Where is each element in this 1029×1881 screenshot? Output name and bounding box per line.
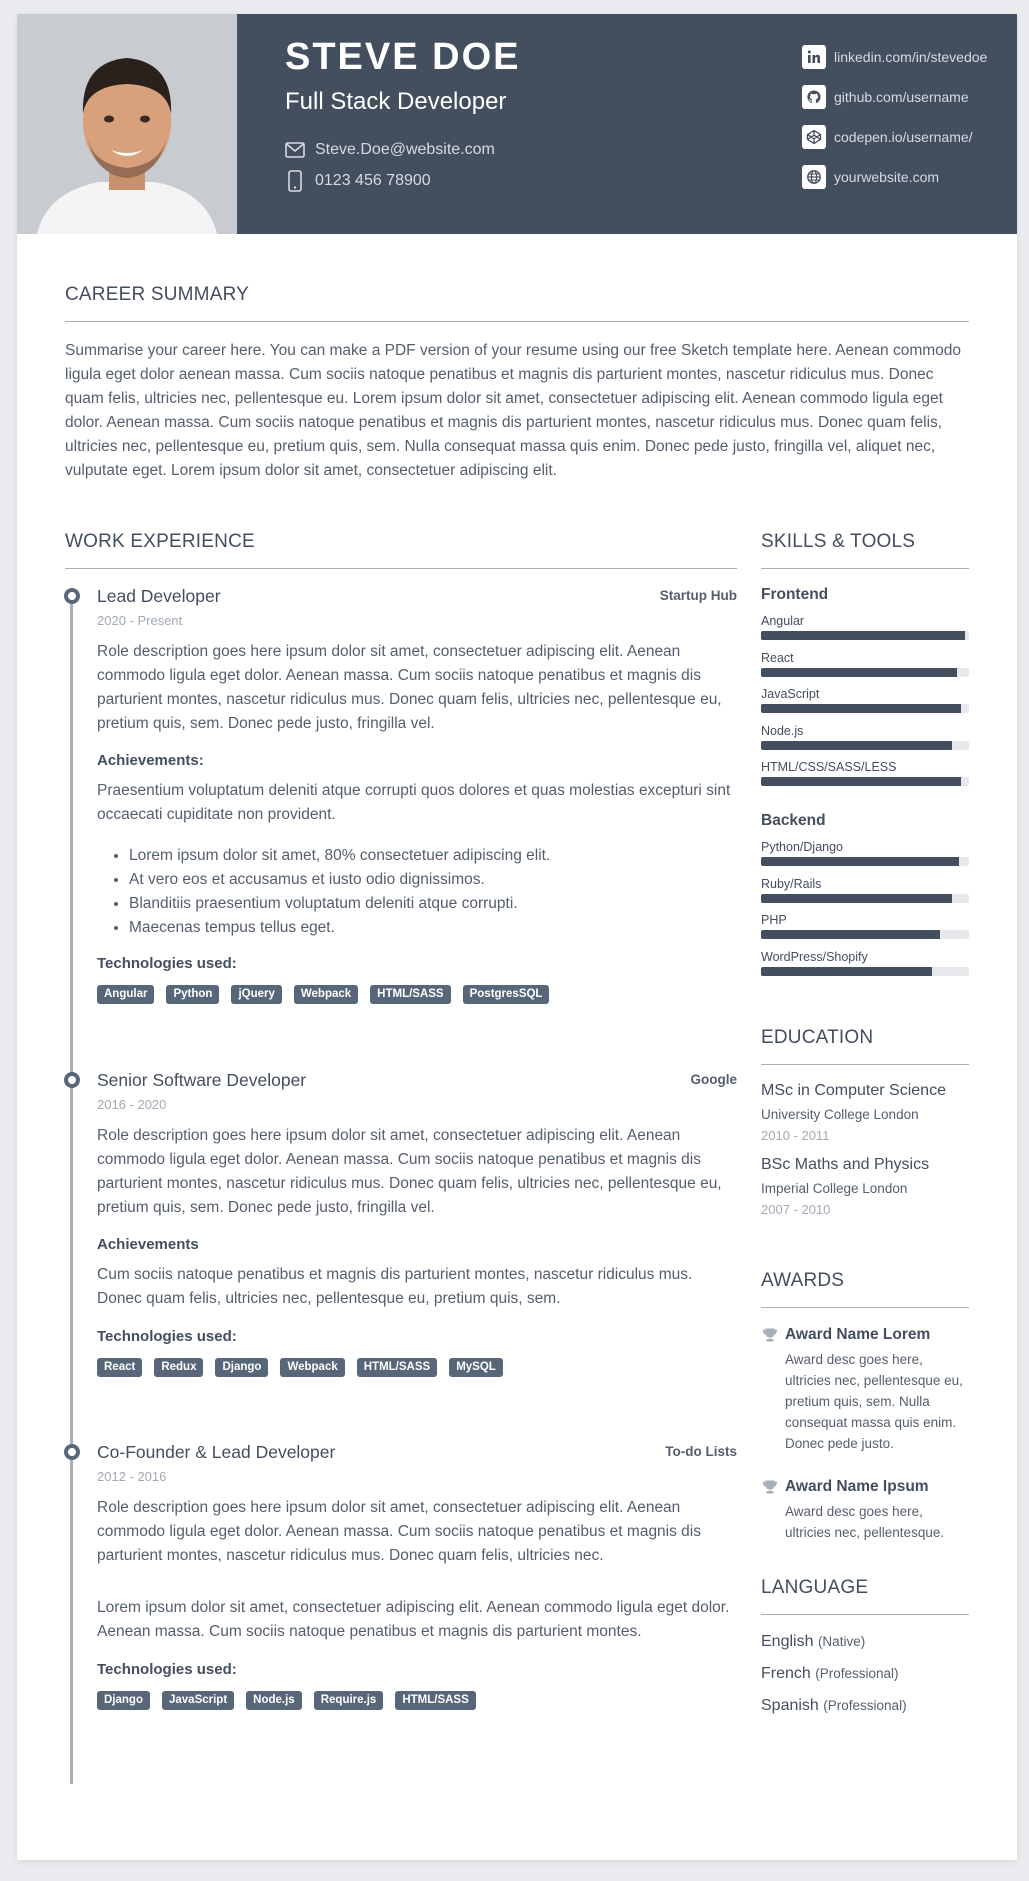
profile-photo bbox=[17, 14, 237, 234]
tech-tag: PostgresSQL bbox=[463, 985, 550, 1004]
section-divider bbox=[65, 568, 737, 569]
tech-tag: MySQL bbox=[449, 1358, 503, 1377]
school-name: Imperial College London bbox=[761, 1181, 908, 1196]
career-summary-text: Summarise your career here. You can make a PDF version of your resume using our free Sketch template here. Aenean commodo ligula eget dolor aenean massa. Cum sociis natoque penatibus et magnis dis parturient montes, nascetur ridiculus mus. Donec quam felis, ultricies nec, pellentesque eu. Lorem ipsum dolor sit amet, consectetuer adipiscing elit. Aenean commodo ligula eget dolor. Aenean massa. Cum sociis natoque penatibus et magnis dis parturient montes, nascetur ridiculus mus. Donec quam felis, ultricies nec, pellentesque eu, pretium quis, sem. Nulla consequat massa quis enim. Donec pede justo, fringilla vel, aliquet nec, vulputate eget. Lorem ipsum dolor sit amet, consectetuer adipiscing elit. bbox=[65, 342, 962, 479]
career-summary-heading: CAREER SUMMARY bbox=[65, 284, 250, 305]
job-title: Senior Software Developer bbox=[97, 1070, 307, 1090]
candidate-title: Full Stack Developer bbox=[285, 88, 507, 115]
website-text: yourwebsite.com bbox=[834, 169, 940, 185]
section-divider bbox=[761, 1064, 969, 1065]
envelope-icon bbox=[285, 142, 305, 158]
skills-heading: SKILLS & TOOLS bbox=[761, 531, 916, 552]
skill-name: Node.js bbox=[761, 723, 804, 738]
codepen-icon bbox=[802, 125, 826, 149]
language-level: (Professional) bbox=[823, 1698, 907, 1713]
achievements-label: Achievements: bbox=[97, 752, 204, 769]
job-description: Role description goes here ipsum dolor sit amet, consectetuer adipiscing elit. Aenean commodo ligula eget dolor. Aenean massa. Cum sociis natoque penatibus et magnis dis parturient montes, nascetur ridiculus mus. Donec quam felis, ultricies nec, pellentesque eu, pretium quis, sem. Donec pede justo, fringilla vel. bbox=[97, 1127, 722, 1216]
backend-label: Backend bbox=[761, 812, 826, 829]
technology-tags bbox=[97, 985, 549, 1004]
skill-bar-fill bbox=[761, 894, 952, 903]
achievements-text: Cum sociis natoque penatibus et magnis dis parturient montes, nascetur ridiculus mus. Donec quam felis, ultricies nec, pellentesque eu, pretium quis, sem. bbox=[97, 1266, 693, 1307]
award-name: Award Name Ipsum bbox=[785, 1478, 929, 1495]
email-contact[interactable] bbox=[285, 139, 495, 161]
github-text: github.com/username bbox=[834, 89, 969, 105]
tech-tag: jQuery bbox=[231, 985, 281, 1004]
skill-bar-fill bbox=[761, 741, 952, 750]
list-item: • At vero eos et accusamus et iusto odio dignissimos. bbox=[129, 868, 737, 892]
company-name: To-do Lists bbox=[665, 1444, 737, 1459]
timeline-line bbox=[70, 596, 73, 1784]
tech-tag: Django bbox=[215, 1358, 268, 1377]
language-heading: LANGUAGE bbox=[761, 1577, 869, 1598]
technology-tags bbox=[97, 1358, 503, 1377]
language-level: (Professional) bbox=[815, 1666, 899, 1681]
award-description: Award desc goes here, ultricies nec, pellentesque. bbox=[785, 1504, 945, 1540]
skill-name: JavaScript bbox=[761, 687, 820, 701]
frontend-label: Frontend bbox=[761, 586, 829, 603]
skill-bar-fill bbox=[761, 967, 932, 976]
phone-contact[interactable] bbox=[285, 170, 431, 192]
award-description: Award desc goes here, ultricies nec, pellentesque eu, pretium quis, sem. Nulla consequat massa quis enim. Donec pede justo. bbox=[785, 1352, 963, 1451]
degree-title: BSc Maths and Physics bbox=[761, 1156, 930, 1173]
globe-icon bbox=[802, 165, 826, 189]
tech-tag: Angular bbox=[97, 985, 154, 1004]
language-item bbox=[761, 1697, 907, 1715]
skill-bar bbox=[761, 967, 969, 976]
linkedin-link[interactable] bbox=[802, 45, 987, 69]
job-dates: 2012 - 2016 bbox=[97, 1469, 167, 1484]
tech-tag: HTML/SASS bbox=[357, 1358, 437, 1377]
list-item: • Lorem ipsum dolor sit amet, 80% consectetuer adipiscing elit. bbox=[129, 844, 737, 868]
section-divider bbox=[761, 1614, 969, 1615]
timeline-dot bbox=[64, 588, 80, 604]
mobile-phone-icon bbox=[285, 170, 305, 192]
list-item: • Blanditiis praesentium voluptatum deleniti atque corrupti. bbox=[129, 892, 737, 916]
linkedin-text: linkedin.com/in/stevedoe bbox=[834, 49, 988, 65]
school-name: University College London bbox=[761, 1107, 919, 1122]
section-divider bbox=[65, 321, 969, 322]
skill-bar-fill bbox=[761, 857, 959, 866]
skill-name: WordPress/Shopify bbox=[761, 949, 868, 964]
job-dates: 2020 - Present bbox=[97, 613, 183, 628]
language-name: French bbox=[761, 1665, 811, 1682]
awards-heading: AWARDS bbox=[761, 1270, 845, 1291]
skill-bar-fill bbox=[761, 930, 940, 939]
skill-bar bbox=[761, 631, 969, 640]
github-link[interactable] bbox=[802, 85, 969, 109]
skill-name: HTML/CSS/SASS/LESS bbox=[761, 760, 897, 774]
tech-tag: Webpack bbox=[294, 985, 358, 1004]
skill-bar bbox=[761, 741, 969, 750]
language-item bbox=[761, 1665, 899, 1683]
skill-bar-fill bbox=[761, 668, 957, 677]
job-title: Co-Founder & Lead Developer bbox=[97, 1442, 336, 1462]
candidate-name: STEVE DOE bbox=[285, 36, 521, 78]
codepen-link[interactable] bbox=[802, 125, 973, 149]
skill-bar bbox=[761, 777, 969, 786]
list-item: • Maecenas tempus tellus eget. bbox=[129, 916, 737, 940]
tech-tag: Webpack bbox=[280, 1358, 344, 1377]
skill-bar-fill bbox=[761, 704, 961, 713]
skill-name: PHP bbox=[761, 913, 787, 927]
section-divider bbox=[761, 568, 969, 569]
tech-tag: HTML/SASS bbox=[370, 985, 450, 1004]
achievements-label: Achievements bbox=[97, 1236, 199, 1253]
company-name: Google bbox=[690, 1072, 737, 1087]
skill-bar-fill bbox=[761, 631, 965, 640]
achievements-list bbox=[97, 844, 737, 940]
company-name: Startup Hub bbox=[659, 588, 737, 603]
technologies-label: Technologies used: bbox=[97, 1328, 237, 1345]
skill-bar bbox=[761, 704, 969, 713]
skill-bar bbox=[761, 930, 969, 939]
job-description: Role description goes here ipsum dolor sit amet, consectetuer adipiscing elit. Aenean commodo ligula eget dolor. Aenean massa. Cum sociis natoque penatibus et magnis dis parturient montes, nascetur ridiculus mus. Donec quam felis, ultricies nec, pellentesque eu, pretium quis, sem. Donec pede justo, fringilla vel. bbox=[97, 643, 722, 732]
email-text: Steve.Doe@website.com bbox=[315, 141, 495, 158]
achievements-text: Praesentium voluptatum deleniti atque corrupti quos dolores et quas molestias excepturi sint occaecati cupiditate non provident. bbox=[97, 782, 731, 823]
skill-name: Ruby/Rails bbox=[761, 876, 822, 891]
language-name: Spanish bbox=[761, 1697, 819, 1714]
trophy-icon bbox=[762, 1480, 778, 1494]
tech-tag: Python bbox=[166, 985, 219, 1004]
work-experience-heading: WORK EXPERIENCE bbox=[65, 531, 255, 552]
website-link[interactable] bbox=[802, 165, 939, 189]
job-title: Lead Developer bbox=[97, 586, 221, 606]
degree-title: MSc in Computer Science bbox=[761, 1082, 946, 1099]
skill-bar bbox=[761, 857, 969, 866]
tech-tag: HTML/SASS bbox=[395, 1691, 475, 1710]
tech-tag: Redux bbox=[154, 1358, 203, 1377]
language-level: (Native) bbox=[817, 1634, 866, 1649]
technologies-label: Technologies used: bbox=[97, 1661, 237, 1678]
resume bbox=[17, 14, 1017, 1860]
job-description-extra: Lorem ipsum dolor sit amet, consectetuer adipiscing elit. Aenean commodo ligula eget dolor. Aenean massa. Cum sociis natoque penatibus et magnis dis parturient montes. bbox=[97, 1599, 730, 1640]
tech-tag: JavaScript bbox=[162, 1691, 234, 1710]
skill-name: React bbox=[761, 650, 794, 665]
education-dates: 2010 - 2011 bbox=[761, 1128, 830, 1143]
language-item bbox=[761, 1633, 865, 1651]
timeline-dot bbox=[64, 1072, 80, 1088]
skill-bar bbox=[761, 668, 969, 677]
github-icon bbox=[802, 85, 826, 109]
phone-text: 0123 456 78900 bbox=[315, 172, 431, 189]
skill-bar-fill bbox=[761, 777, 961, 786]
skill-name: Angular bbox=[761, 614, 805, 628]
tech-tag: React bbox=[97, 1358, 142, 1377]
technology-tags bbox=[97, 1691, 476, 1710]
award-name: Award Name Lorem bbox=[785, 1326, 931, 1343]
linkedin-icon bbox=[802, 45, 826, 69]
tech-tag: Node.js bbox=[246, 1691, 302, 1710]
trophy-icon bbox=[762, 1328, 778, 1342]
codepen-text: codepen.io/username/ bbox=[834, 129, 973, 145]
timeline-dot bbox=[64, 1444, 80, 1460]
technologies-label: Technologies used: bbox=[97, 955, 237, 972]
skill-bar bbox=[761, 894, 969, 903]
resume-header bbox=[17, 14, 1017, 234]
education-dates: 2007 - 2010 bbox=[761, 1202, 831, 1217]
education-heading: EDUCATION bbox=[761, 1027, 874, 1048]
skill-name: Python/Django bbox=[761, 840, 844, 854]
section-divider bbox=[761, 1307, 969, 1308]
tech-tag: Require.js bbox=[314, 1691, 384, 1710]
job-dates: 2016 - 2020 bbox=[97, 1097, 167, 1112]
language-name: English bbox=[761, 1633, 814, 1650]
job-description: Role description goes here ipsum dolor sit amet, consectetuer adipiscing elit. Aenean commodo ligula eget dolor. Aenean massa. Cum sociis natoque penatibus et magnis dis parturient montes, nascetur ridiculus mus. Donec quam felis, ultricies nec. bbox=[97, 1499, 701, 1564]
tech-tag: Django bbox=[97, 1691, 150, 1710]
